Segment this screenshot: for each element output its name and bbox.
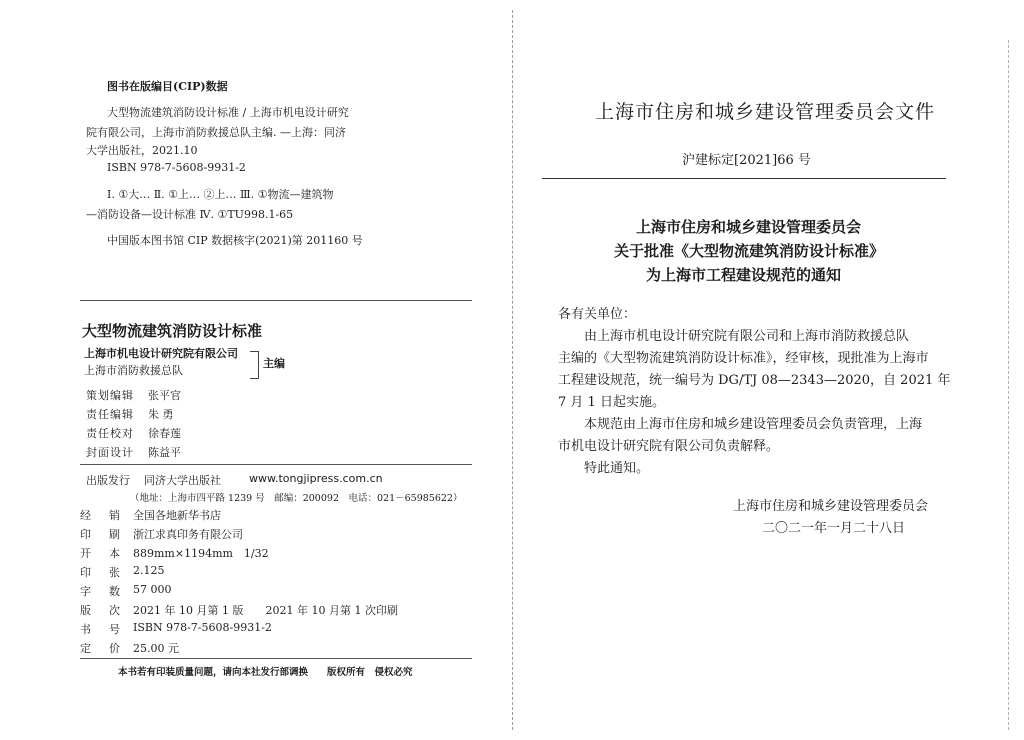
cip-line: 大型物流建筑消防设计标准 / 上海市机电设计研究 xyxy=(107,106,349,119)
credit-value: 陈益平 xyxy=(148,446,181,459)
cip-heading: 图书在版编目(CIP)数据 xyxy=(107,80,228,93)
spec-label: 印 张 xyxy=(80,566,120,579)
notice-date: 二〇二一年一月二十八日 xyxy=(762,521,906,536)
credit-value: 张平官 xyxy=(148,389,181,402)
notice-title-line: 关于批准《大型物流建筑消防设计标准》 xyxy=(614,242,885,260)
spec-value: 2021 年 10 月第 1 版 2021 年 10 月第 1 次印刷 xyxy=(133,604,398,617)
spec-value: ISBN 978-7-5608-9931-2 xyxy=(133,621,272,634)
publisher-address: （地址：上海市四平路 1239 号 邮编：200092 电话：021－65985622） xyxy=(130,493,463,504)
body-line: 本规范由上海市住房和城乡建设管理委员会负责管理，上海 xyxy=(558,417,923,432)
spec-value: 全国各地新华书店 xyxy=(133,509,221,522)
body-line: 特此通知。 xyxy=(558,461,650,476)
salutation: 各有关单位： xyxy=(558,307,637,322)
body-line: 由上海市机电设计研究院有限公司和上海市消防救援总队 xyxy=(558,329,910,344)
page-gutter xyxy=(512,10,513,730)
credit-value: 朱 勇 xyxy=(148,408,174,421)
publisher-url: www.tongjipress.com.cn xyxy=(249,472,383,485)
editor-organization: 上海市消防救援总队 xyxy=(84,364,183,377)
notice-title-line: 上海市住房和城乡建设管理委员会 xyxy=(636,218,862,236)
divider xyxy=(80,658,472,659)
credit-label: 策划编辑 xyxy=(86,389,134,402)
credit-label: 责任校对 xyxy=(86,427,134,440)
editor-organization: 上海市机电设计研究院有限公司 xyxy=(84,347,238,360)
spec-label: 开 本 xyxy=(80,547,120,560)
header-rule xyxy=(542,178,946,179)
cip-line: —消防设备—设计标准 Ⅳ. ①TU998.1-65 xyxy=(86,208,294,221)
document-header: 上海市住房和城乡建设管理委员会文件 xyxy=(595,101,936,123)
body-line: 市机电设计研究院有限公司负责解释。 xyxy=(558,439,780,454)
cip-line: Ⅰ. ①大… Ⅱ. ①上… ②上… Ⅲ. ①物流—建筑物 xyxy=(107,188,334,201)
publisher-name: 同济大学出版社 xyxy=(144,474,221,487)
spec-value: 889mm×1194mm 1/32 xyxy=(133,547,269,560)
publisher-label: 出版发行 xyxy=(86,474,130,487)
cip-record-number: 中国版本图书馆 CIP 数据核字(2021)第 201160 号 xyxy=(107,234,363,247)
signature: 上海市住房和城乡建设管理委员会 xyxy=(733,499,929,514)
divider xyxy=(80,464,472,465)
spec-label: 字 数 xyxy=(80,585,120,598)
spec-value: 25.00 元 xyxy=(133,642,179,655)
cip-line: 大学出版社，2021.10 xyxy=(86,144,198,157)
credit-value: 徐春莲 xyxy=(148,427,181,440)
cip-isbn: ISBN 978-7-5608-9931-2 xyxy=(107,161,246,174)
spec-label: 书 号 xyxy=(80,623,120,636)
spec-value: 57 000 xyxy=(133,583,172,596)
notice-title-line: 为上海市工程建设规范的通知 xyxy=(646,266,842,284)
editor-role: 主编 xyxy=(263,357,285,370)
footer-note: 本书若有印装质量问题，请向本社发行部调换 版权所有 侵权必究 xyxy=(118,667,413,678)
editor-bracket xyxy=(250,351,259,379)
spec-label: 版 次 xyxy=(80,604,120,617)
document-number: 沪建标定[2021]66 号 xyxy=(682,153,811,168)
spec-value: 2.125 xyxy=(133,564,165,577)
spec-label: 印 刷 xyxy=(80,528,120,541)
divider xyxy=(80,300,472,301)
credit-label: 责任编辑 xyxy=(86,408,134,421)
copyright-page xyxy=(0,0,500,740)
spec-label: 经 销 xyxy=(80,509,120,522)
spec-label: 定 价 xyxy=(80,642,120,655)
cip-line: 院有限公司，上海市消防救援总队主编. —上海：同济 xyxy=(86,126,346,139)
body-line: 主编的《大型物流建筑消防设计标准》，经审核，现批准为上海市 xyxy=(558,351,929,366)
book-title: 大型物流建筑消防设计标准 xyxy=(82,322,263,340)
credit-label: 封面设计 xyxy=(86,446,134,459)
spec-value: 浙江求真印务有限公司 xyxy=(133,528,243,541)
body-line: 工程建设规范，统一编号为 DG/TJ 08—2343—2020，自 2021 年 xyxy=(558,373,951,388)
body-line: 7 月 1 日起实施。 xyxy=(558,395,665,410)
